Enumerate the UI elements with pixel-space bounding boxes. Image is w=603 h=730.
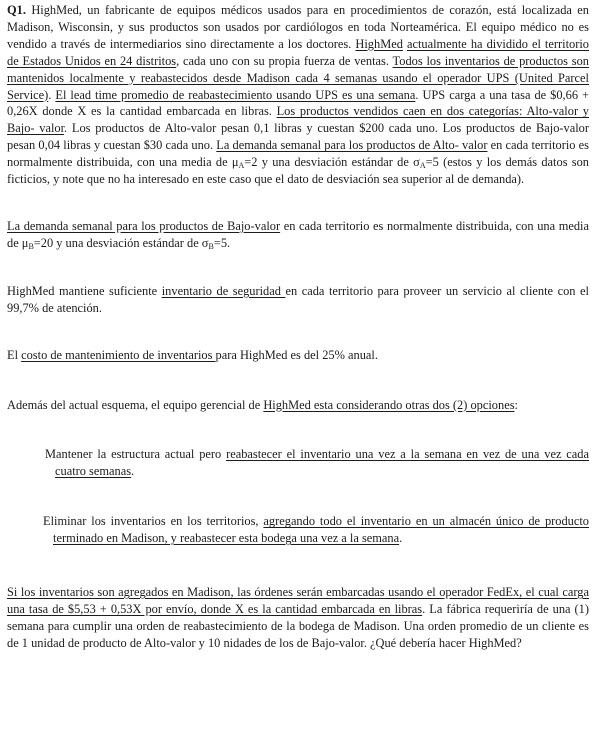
opt2-text-1: Eliminar los inventarios en los territorios,	[43, 514, 264, 529]
p6-text-1: . La fábrica requeriría de una (1) semana para cumplir una orden de reabastecimiento de la bodega de Madison. Una orden promedio de un cliente es de 1 unidad de producto de Alto-valor y 10 nidades de los de Bajo-valor. ¿Qué debería hacer HighMed?	[7, 601, 590, 650]
p2-text-3: =5.	[213, 235, 231, 250]
option-2	[43, 513, 589, 547]
p4-underline-1: costo de mantenimiento de inventarios	[21, 347, 216, 362]
p2-text-2: =20 y una desviación estándar de σ	[33, 235, 209, 250]
q1-underline-5: Los productos vendidos caen en dos categorías: Alto-valor y Bajo- valor	[7, 104, 589, 136]
p2-underline-1: La demanda semanal para los productos de Bajo-valor	[7, 218, 281, 233]
opt1-text-1: Mantener la estructura actual pero	[45, 447, 227, 462]
q1-subscript-a2: A	[419, 161, 426, 171]
q1-text-3: , cada uno con su propia fuerza de ventas.	[176, 53, 393, 68]
document-body	[7, 2, 589, 652]
paragraph-safety-stock	[7, 283, 589, 317]
p3-text-1: HighMed mantiene suficiente	[7, 283, 162, 298]
q1-text-9: =5 (estos y los demás datos son ficticios, y note que no ha interesado en este caso que el dato de desviación sea superior al de demanda).	[7, 155, 590, 187]
paragraph-q1	[7, 2, 589, 188]
q1-underline-3: Todos los inventarios de productos son mantenidos localmente y reabastecidos desde Madison cada 4 semanas usando el operador UPS (United Parcel Service)	[7, 53, 590, 102]
p5-text-1: Además del actual esquema, el equipo gerencial de	[7, 397, 264, 412]
q1-text-8: =2 y una desviación estándar de σ	[244, 155, 420, 170]
q1-text-6: . Los productos de Alto-valor pesan 0,1 libras y cuestan $200 cada uno. Los productos de Bajo-valor pesan 0,04 libras y cuestan $30 cada uno.	[7, 121, 589, 153]
option-1	[45, 446, 589, 480]
p2-subscript-b2: B	[208, 241, 214, 251]
p2-text-1: en cada territorio es normalmente distribuida, con una media de μ	[7, 218, 589, 250]
q1-subscript-a: A	[238, 161, 245, 171]
p5-text-3: :	[514, 397, 518, 412]
q1-text-1: HighMed, un fabricante de equipos médicos usados para en procedimientos de corazón, está localizada en Madison, Wisconsin, y sus productos son usados por cardiólogos en toda Norteamérica. El equipo médico no es vendido a través de intermediarios sino directamente a los doctores.	[7, 3, 589, 51]
q1-underline-1: HighMed	[355, 36, 403, 51]
opt1-underline-1: reabastecer el inventario una vez a la semana en vez de una vez cada cuatro semanas	[55, 447, 589, 479]
question-label: Q1.	[7, 3, 26, 17]
opt1-text-2: .	[131, 464, 135, 479]
p2-subscript-b: B	[28, 241, 34, 251]
q1-underline-6: La demanda semanal para los productos de Alto- valor	[216, 138, 488, 153]
q1-text-5: . UPS carga a una tasa de $0,66 + 0,26X donde X es la cantidad embarcada en libras.	[7, 87, 590, 119]
opt2-text-2: .	[399, 531, 403, 546]
q1-underline-4: El lead time promedio de reabastecimiento usando UPS es una semana	[55, 87, 416, 102]
p3-text-2: en cada territorio para proveer un servicio al cliente con el 99,7% de atención.	[7, 283, 589, 315]
q1-text-7: en cada territorio es normalmente distribuida, con una media de μ	[7, 138, 589, 170]
p6-underline-1: Si los inventarios son agregados en Madison, las órdenes serán embarcadas usando el operador FedEx, el cual carga una tasa de $5,53 + 0,53X por envío, donde X es la cantidad embarcada en libras	[7, 585, 589, 616]
p3-underline-1: inventario de seguridad	[161, 283, 286, 298]
q1-text-4: .	[48, 87, 56, 102]
q1-underline-2: actualmente ha dividido el territorio de Estados Unidos en 24 distritos	[7, 36, 589, 68]
p5-underline-1: HighMed	[263, 397, 314, 412]
paragraph-options-intro	[7, 397, 589, 414]
p4-text-2: para HighMed es del 25% anual.	[215, 347, 378, 362]
paragraph-fedex	[7, 584, 589, 652]
opt2-underline-1: agregando todo el inventario en un almacén único de producto terminado en Madison, y reabastecer esta bodega una vez a la semana	[53, 514, 589, 546]
paragraph-holding-cost	[7, 347, 589, 364]
paragraph-low-value-demand	[7, 218, 589, 252]
p4-text-1: El	[7, 347, 22, 362]
p5-underline-2: esta considerando otras dos (2) opciones	[313, 397, 515, 412]
